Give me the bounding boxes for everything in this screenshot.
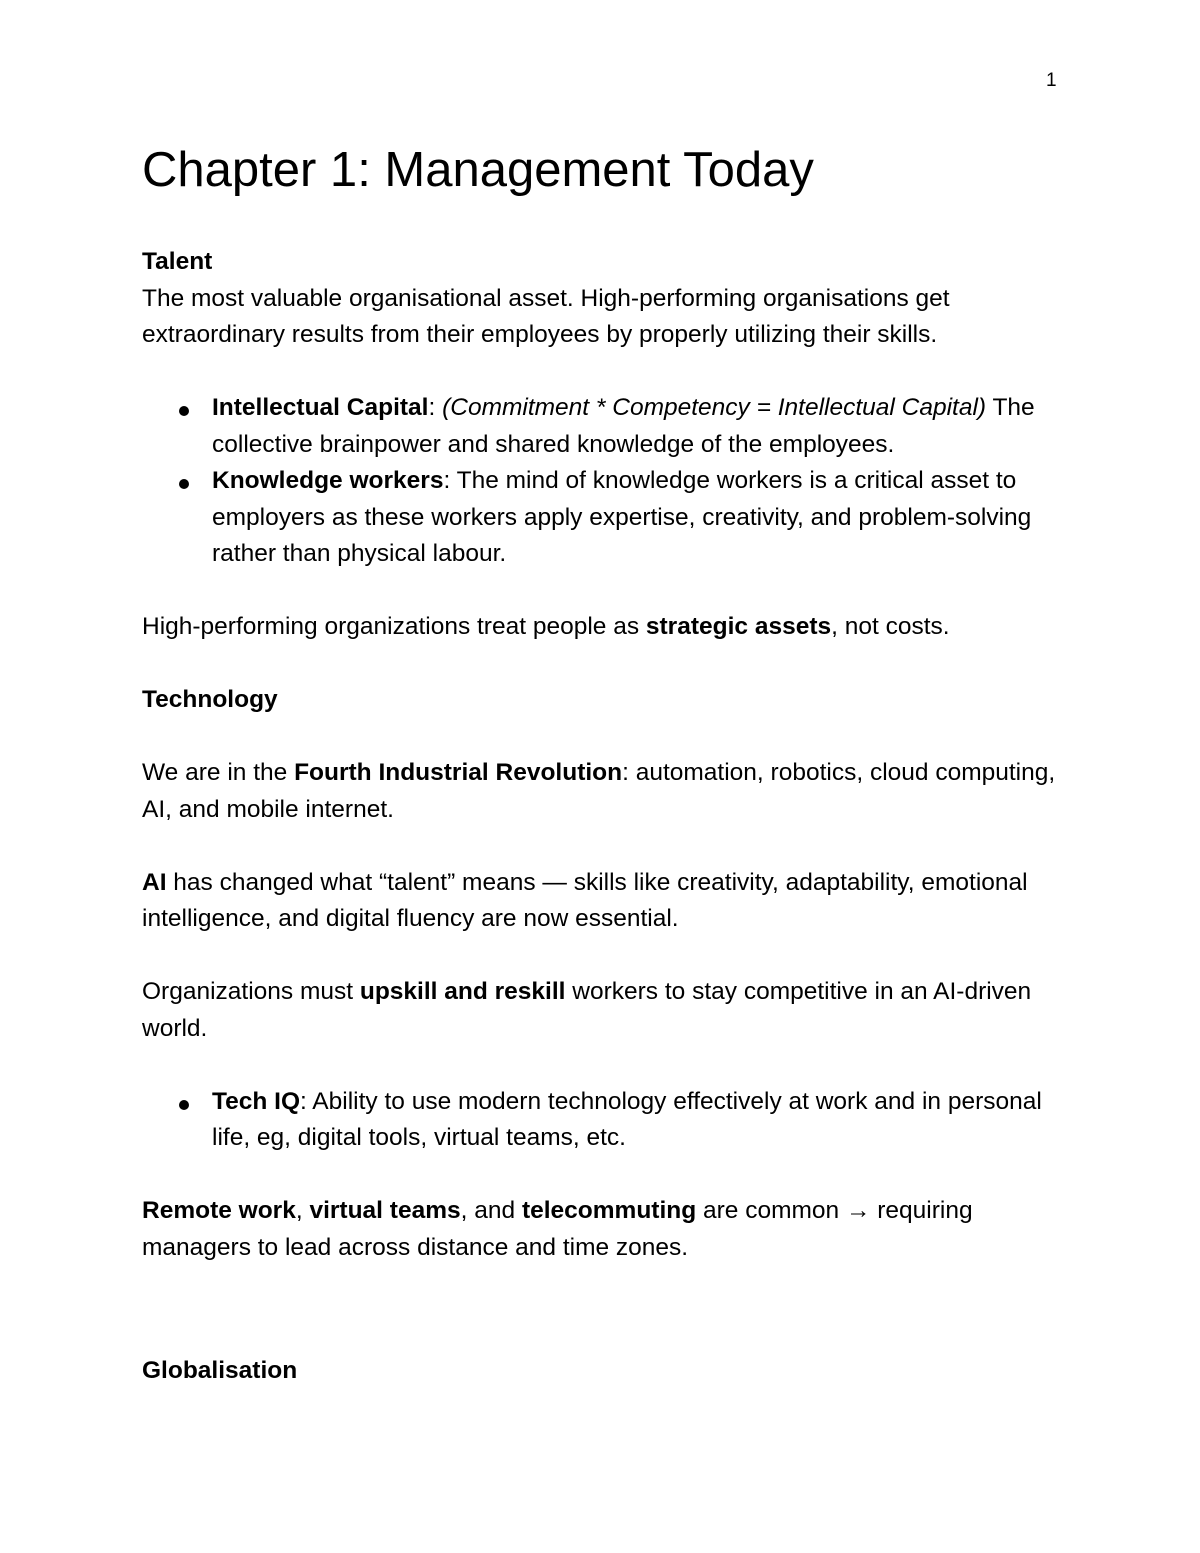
definition-text: The mind of knowledge workers is a critical asset to employers as these workers apply expertise, creativity, and problem-solving rather than physical labour.	[212, 467, 1032, 567]
bold-phrase: upskill and reskill	[359, 978, 566, 1005]
bold-phrase: strategic assets	[645, 613, 832, 640]
document-body	[142, 140, 1072, 1389]
term-intellectual-capital: Intellectual Capital	[212, 394, 429, 421]
tech-bullet-list	[142, 1084, 1072, 1157]
list-item	[142, 390, 1072, 463]
talent-bullet-list	[142, 390, 1072, 573]
talent-summary: High-performing organizations treat people as strategic assets, not costs.	[142, 613, 950, 640]
term-separator: :	[428, 394, 443, 421]
section-technology	[142, 682, 1072, 1266]
page-number: 1	[1046, 70, 1057, 91]
section-heading-technology: Technology	[142, 686, 278, 713]
bold-phrase: telecommuting	[521, 1197, 697, 1224]
talent-intro: The most valuable organisational asset. High-performing organisations get extraordinary results from their employees by properly utilizing their skills.	[142, 284, 950, 348]
list-item	[142, 1084, 1072, 1157]
term-knowledge-workers: Knowledge workers	[212, 467, 444, 494]
section-talent	[142, 244, 1072, 646]
section-heading-globalisation: Globalisation	[142, 1356, 298, 1384]
bold-phrase: virtual teams	[309, 1197, 461, 1224]
term-separator: :	[443, 467, 457, 494]
tech-paragraph-4: Remote work, virtual teams, and telecommuting are common → requiring managers to lead across distance and time zones.	[142, 1197, 973, 1261]
section-globalisation	[142, 1353, 1072, 1390]
definition-text: The collective brainpower and shared knowledge of the employees.	[212, 394, 1035, 458]
bullet-icon	[179, 406, 189, 416]
section-heading-talent: Talent	[142, 248, 213, 275]
tech-paragraph-2: AI has changed what “talent” means — skills like creativity, adaptability, emotional intelligence, and digital fluency are now essential.	[142, 868, 1028, 932]
bold-phrase: Remote work	[142, 1197, 296, 1224]
tech-paragraph-3: Organizations must upskill and reskill workers to stay competitive in an AI-driven world.	[142, 978, 1032, 1042]
list-item	[142, 463, 1072, 573]
term-tech-iq: Tech IQ	[212, 1087, 301, 1115]
bullet-icon	[179, 1100, 189, 1110]
chapter-title: Chapter 1: Management Today	[142, 143, 814, 197]
bold-phrase: AI	[142, 868, 167, 896]
tech-paragraph-1: We are in the Fourth Industrial Revolution: automation, robotics, cloud computing, AI, and mobile internet.	[142, 759, 1056, 823]
bold-phrase: Fourth Industrial Revolution	[294, 759, 623, 786]
formula: (Commitment * Competency = Intellectual Capital)	[442, 394, 987, 421]
definition-text: : Ability to use modern technology effectively at work and in personal life, eg, digital tools, virtual teams, etc.	[212, 1087, 1042, 1151]
bullet-icon	[179, 479, 189, 489]
